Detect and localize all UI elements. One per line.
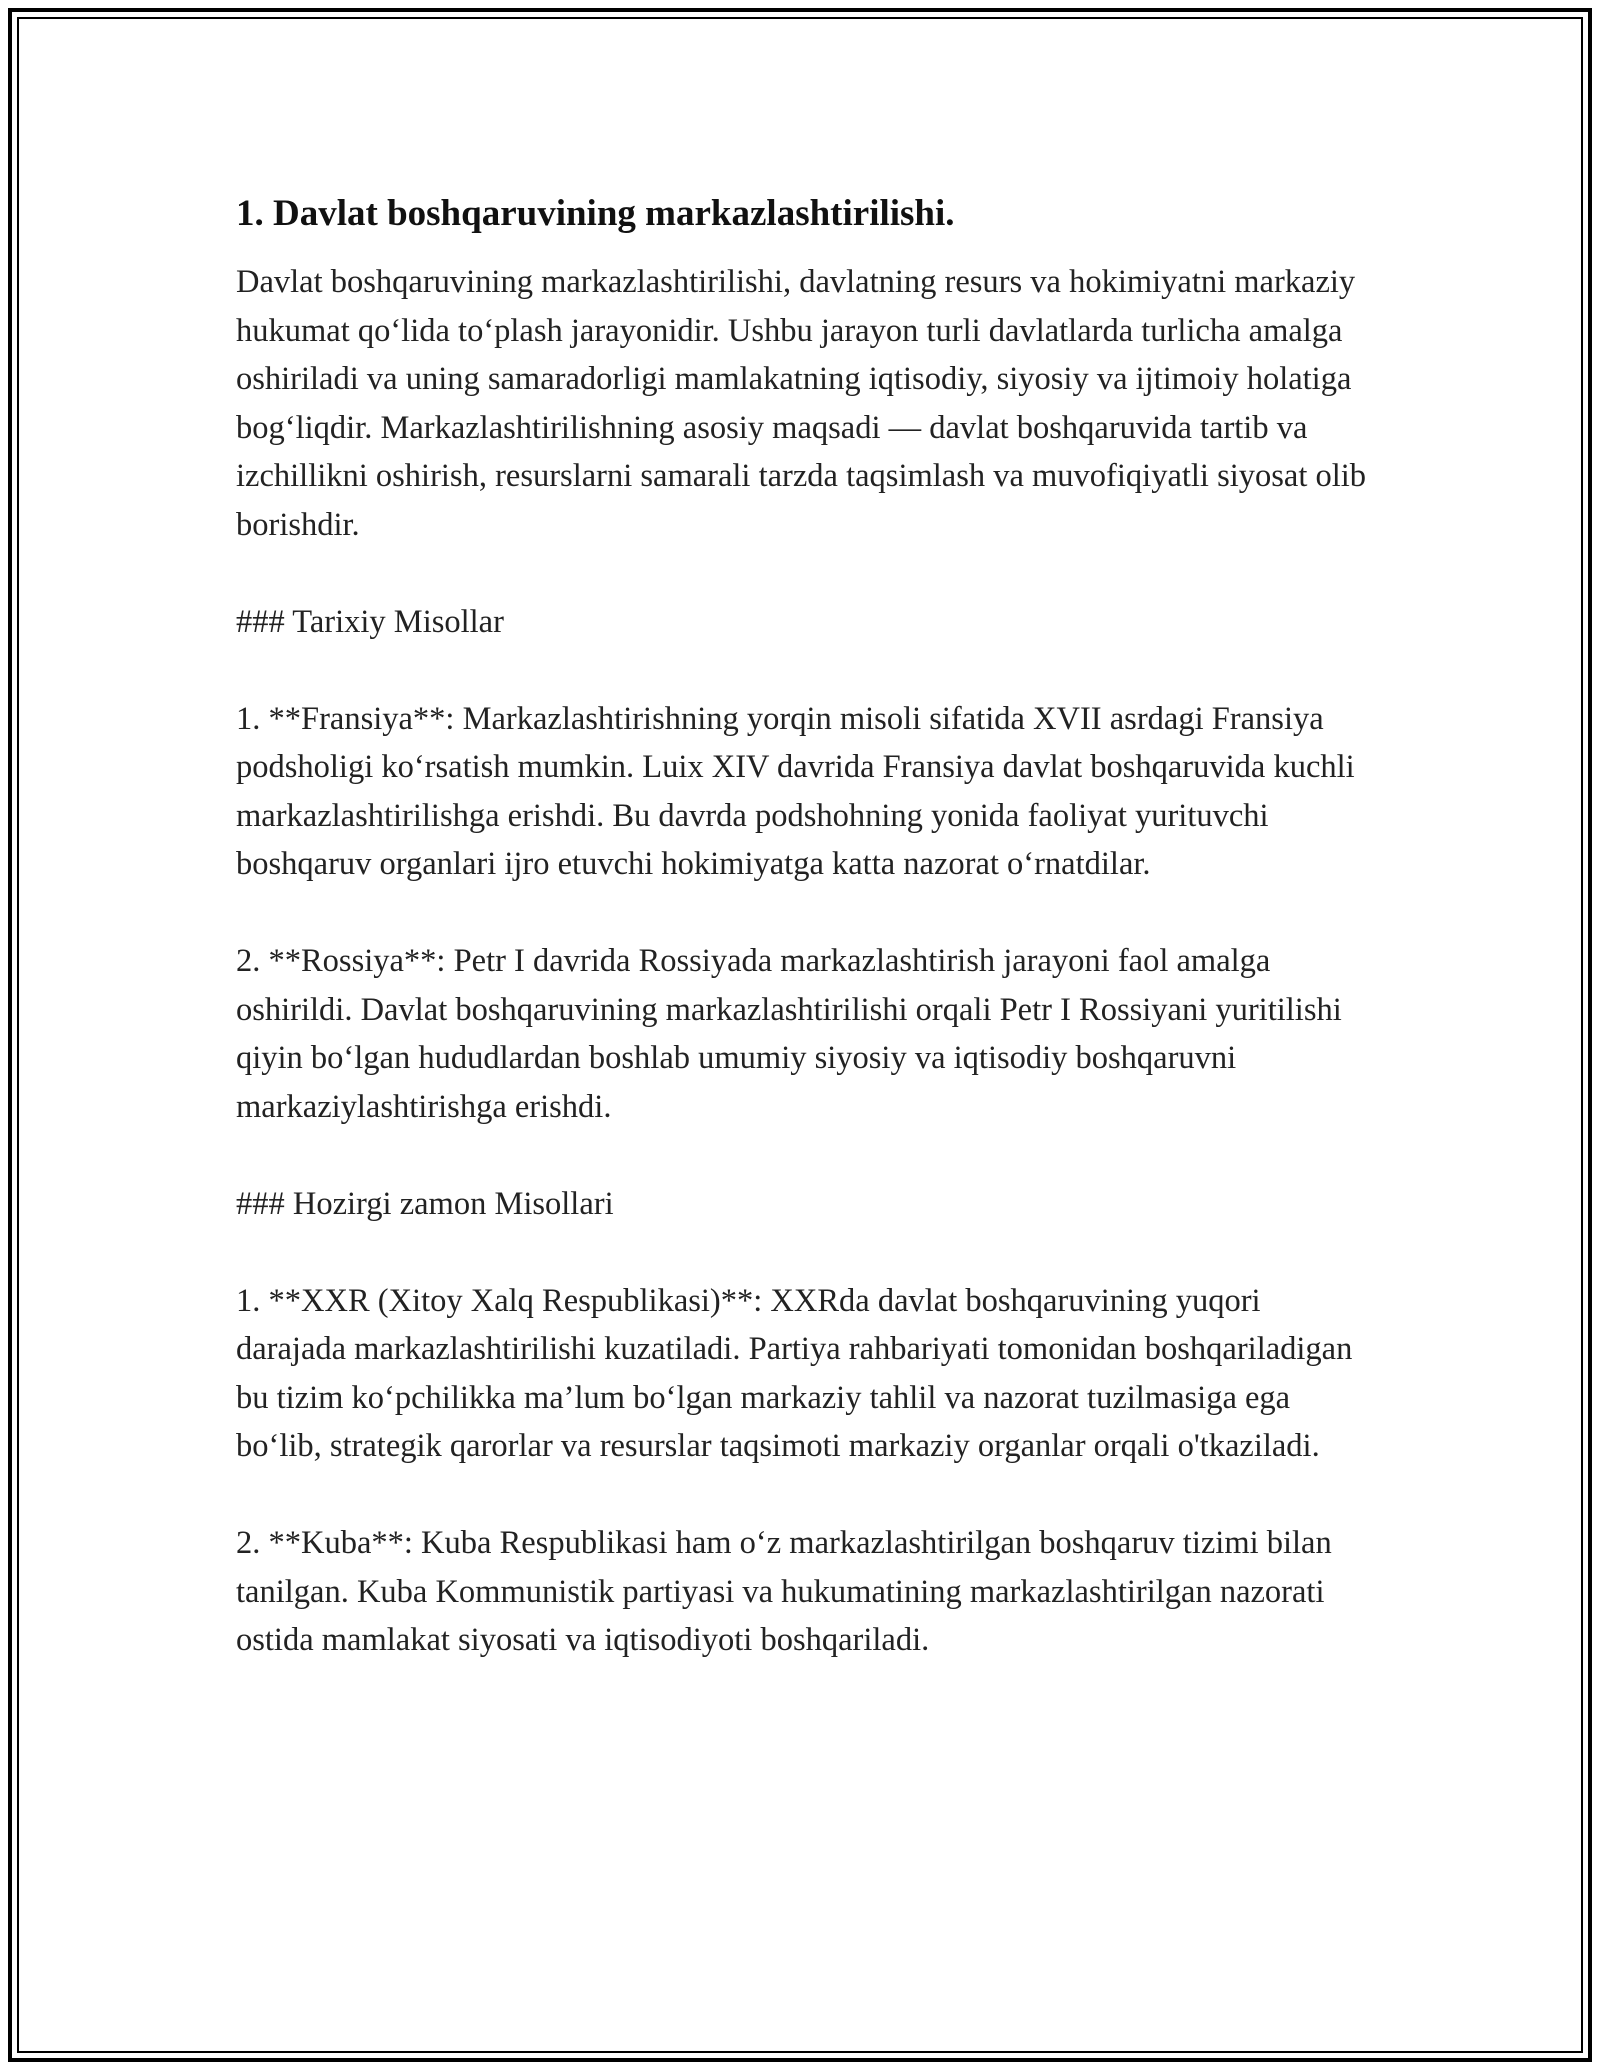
example-france-paragraph: 1. **Fransiya**: Markazlashtirishning yorqin misoli sifatida XVII asrdagi Fransiya podsholigi ko‘rsatish mumkin. Luix XIV davrida Fransiya davlat boshqaruvida kuchli markazlashtirilishga erishdi. Bu davrda podshohning yonida faoliyat yurituvchi boshqaruv organlari ijro etuvchi hokimiyatga katta nazorat o‘rnatdilar. [236,700,1355,882]
example-russia-paragraph: 2. **Rossiya**: Petr I davrida Rossiyada markazlashtirish jarayoni faol amalga oshirildi. Davlat boshqaruvining markazlashtirilishi orqali Petr I Rossiyani yuritilishi qiyin bo‘lgan hududlardan boshlab umumiy siyosiy va iqtisodiy boshqaruvni markaziylashtirishga erishdi. [236,943,1342,1125]
subheading-historical-examples: ### Tarixiy Misollar [236,603,504,640]
example-cuba-paragraph: 2. **Kuba**: Kuba Respublikasi ham o‘z markazlashtirilgan boshqaruv tizimi bilan tanilgan. Kuba Kommunistik partiyasi va hukumatining markazlashtirilgan nazorati ostida mamlakat siyosati va iqtisodiyoti boshqariladi. [236,1525,1332,1658]
example-china-paragraph: 1. **XXR (Xitoy Xalq Respublikasi)**: XXRda davlat boshqaruvining yuqori darajada markazlashtirilishi kuzatiladi. Partiya rahbariyati tomonidan boshqariladigan bu tizim ko‘pchilikka ma’lum bo‘lgan markaziy tahlil va nazorat tuzilmasiga ega bo‘lib, strategik qarorlar va resurslar taqsimoti markaziy organlar orqali o'tkaziladi. [236,1282,1353,1464]
section-heading: 1. Davlat boshqaruvining markazlashtirilishi. [236,193,955,234]
intro-paragraph: Davlat boshqaruvining markazlashtirilishi, davlatning resurs va hokimiyatni markaziy hukumat qo‘lida to‘plash jarayonidir. Ushbu jarayon turli davlatlarda turlicha amalga oshiriladi va uning samaradorligi mamlakatning iqtisodiy, siyosiy va ijtimoiy holatiga bog‘liqdir. Markazlashtirilishning asosiy maqsadi — davlat boshqaruvida tartib va izchillikni oshirish, resurslarni samarali tarzda taqsimlash va muvofiqiyatli siyosat olib borishdir. [236,264,1367,543]
document-body [236,190,1376,1665]
subheading-modern-examples: ### Hozirgi zamon Misollari [236,1185,614,1222]
